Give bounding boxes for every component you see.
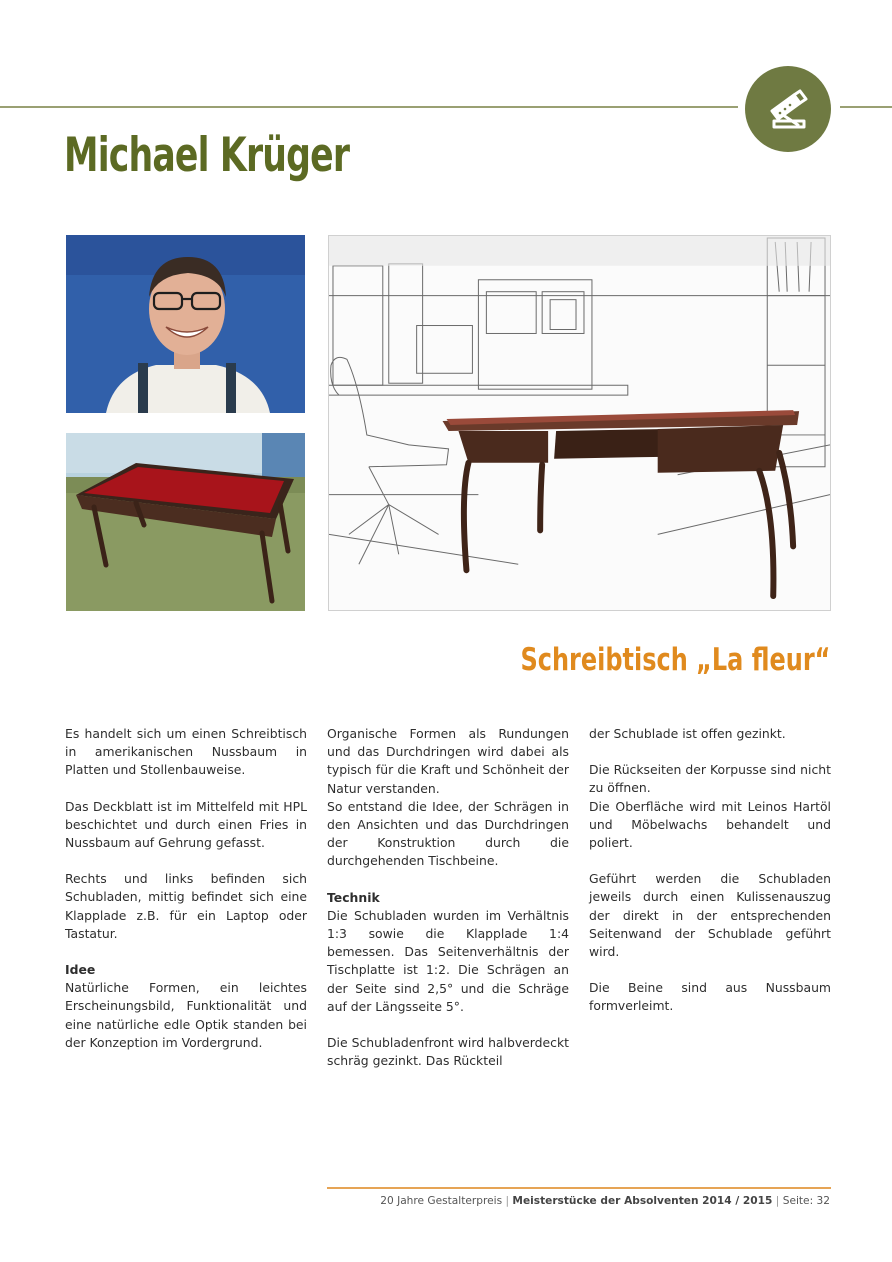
paragraph: So entstand die Idee, der Schrägen in den Ansichten und das Durchdringen der Konstruktion durch die durchgehenden Tischbeine.: [327, 798, 569, 869]
header-rule-left: [0, 106, 738, 108]
paragraph: Geführt werden die Schubladen jeweils durch einen Kulissenauszug der direkt in der entsprechenden Seitenwand der Schublade geführt wird.: [589, 871, 831, 960]
paragraph: Die Rückseiten der Korpusse sind nicht zu öffnen.: [589, 762, 831, 796]
paragraph: Die Schubladen wurden im Verhältnis 1:3 sowie die Klapplade 1:4 bemessen. Das Seitenverhältnis der Tischplatte ist 1:2. Die Schrägen an der Seite sind 2,5° und die Schräge auf der Längsseite 5°.: [327, 907, 569, 1014]
footer-rule: [327, 1187, 831, 1189]
paragraph: Das Deckblatt ist im Mittelfeld mit HPL beschichtet und durch einen Fries in Nussbaum auf Gehrung gefasst.: [65, 798, 307, 851]
paragraph: Es handelt sich um einen Schreibtisch in amerikanischen Nussbaum in Platten und Stollenbauweise.: [65, 726, 307, 778]
badge: [745, 66, 831, 152]
portrait-photo: [66, 235, 305, 413]
section-heading-technik: Technik: [327, 889, 380, 905]
paragraph: Rechts und links befinden sich Schubladen, mittig befindet sich eine Klapplade z.B. für ein Laptop oder Tastatur.: [65, 871, 307, 941]
page-title: Michael Krüger: [64, 128, 350, 183]
footer-publication: 20 Jahre Gestalterpreis: [380, 1195, 503, 1207]
page-number: Seite: 32: [782, 1195, 830, 1207]
text-column-1: [65, 725, 307, 1070]
footer-separator: |: [505, 1195, 510, 1207]
footer: [380, 1195, 830, 1207]
footer-separator: |: [775, 1195, 780, 1207]
header-rule-right: [840, 106, 892, 108]
paragraph: Die Oberfläche wird mit Leinos Hartöl und Möbelwachs behandelt und poliert.: [589, 798, 831, 851]
paragraph: Natürliche Formen, ein leichtes Erscheinungsbild, Funktionalität und eine natürliche edle Optik standen bei der Konzeption im Vordergrund.: [65, 980, 307, 1050]
saw-and-square-icon: [760, 81, 816, 137]
footer-section: Meisterstücke der Absolventen 2014 / 2015: [512, 1195, 773, 1207]
paragraph: Die Beine sind aus Nussbaum formverleimt.: [589, 980, 831, 1014]
text-column-2: [327, 725, 569, 1088]
paragraph: Organische Formen als Rundungen und das Durchdringen wird dabei als typisch für die Kraft und Schönheit der Natur verstanden.: [327, 726, 569, 796]
paragraph: Die Schubladenfront wird halbverdeckt schräg gezinkt. Das Rückteil: [327, 1035, 569, 1069]
product-title: Schreibtisch „La fleur“: [520, 642, 830, 678]
paragraph: der Schublade ist offen gezinkt.: [589, 726, 786, 741]
text-column-3: [589, 725, 831, 1034]
section-heading-idee: Idee: [65, 962, 96, 978]
desk-render-red-top: [66, 433, 305, 611]
desk-render-sketch-office: [328, 235, 831, 611]
